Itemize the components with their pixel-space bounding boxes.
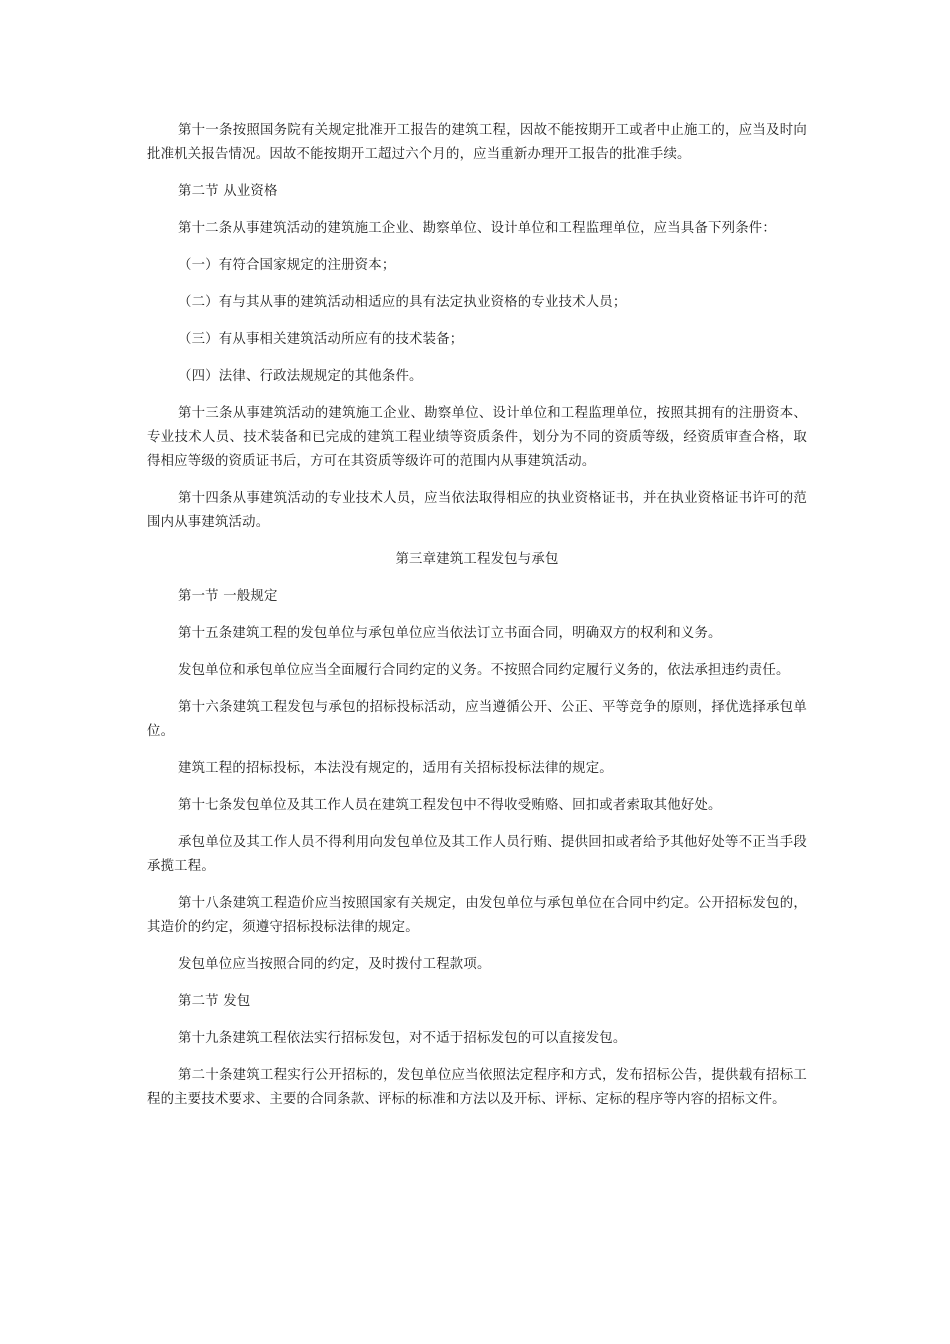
article-19: 第十九条建筑工程依法实行招标发包，对不适于招标发包的可以直接发包。 — [178, 1031, 627, 1046]
article-16: 第十六条建筑工程发包与承包的招标投标活动，应当遵循公开、公正、平等竞争的原则，择优选择承包单位。 — [147, 700, 807, 739]
article-17-para-2: 承包单位及其工作人员不得利用向发包单位及其工作人员行贿、提供回扣或者给予其他好处等不正当手段承揽工程。 — [147, 835, 807, 874]
article-17: 第十七条发包单位及其工作人员在建筑工程发包中不得收受贿赂、回扣或者索取其他好处。 — [178, 798, 722, 813]
article-15-para-2: 发包单位和承包单位应当全面履行合同约定的义务。不按照合同约定履行义务的，依法承担违约责任。 — [178, 663, 790, 678]
document-body — [147, 119, 807, 1125]
section-heading-general-provisions: 第一节 一般规定 — [178, 589, 278, 604]
article-18: 第十八条建筑工程造价应当按照国家有关规定，由发包单位与承包单位在合同中约定。公开招标发包的，其造价的约定，须遵守招标投标法律的规定。 — [147, 896, 807, 935]
section-heading-qualifications: 第二节 从业资格 — [178, 184, 278, 199]
article-12: 第十二条从事建筑活动的建筑施工企业、勘察单位、设计单位和工程监理单位，应当具备下列条件： — [178, 221, 776, 236]
section-heading-contracting: 第二节 发包 — [178, 994, 251, 1009]
article-15: 第十五条建筑工程的发包单位与承包单位应当依法订立书面合同，明确双方的权利和义务。 — [178, 626, 722, 641]
article-18-para-2: 发包单位应当按照合同的约定，及时拨付工程款项。 — [178, 957, 491, 972]
article-12-item-3: （三）有从事相关建筑活动所应有的技术装备； — [178, 332, 464, 347]
article-16-para-2: 建筑工程的招标投标，本法没有规定的，适用有关招标投标法律的规定。 — [178, 761, 613, 776]
article-11: 第十一条按照国务院有关规定批准开工报告的建筑工程，因故不能按期开工或者中止施工的，应当及时向批准机关报告情况。因故不能按期开工超过六个月的，应当重新办理开工报告的批准手续。 — [147, 123, 807, 162]
article-12-item-4: （四）法律、行政法规规定的其他条件。 — [178, 369, 423, 384]
article-12-item-2: （二）有与其从事的建筑活动相适应的具有法定执业资格的专业技术人员； — [178, 295, 627, 310]
article-13: 第十三条从事建筑活动的建筑施工企业、勘察单位、设计单位和工程监理单位，按照其拥有的注册资本、专业技术人员、技术装备和已完成的建筑工程业绩等资质条件，划分为不同的资质等级，经资质审查合格，取得相应等级的资质证书后，方可在其资质等级许可的范围内从事建筑活动。 — [147, 406, 807, 469]
article-14: 第十四条从事建筑活动的专业技术人员，应当依法取得相应的执业资格证书，并在执业资格证书许可的范围内从事建筑活动。 — [147, 491, 807, 530]
article-12-item-1: （一）有符合国家规定的注册资本； — [178, 258, 396, 273]
chapter-3-heading: 第三章建筑工程发包与承包 — [395, 552, 559, 567]
article-20: 第二十条建筑工程实行公开招标的，发包单位应当依照法定程序和方式，发布招标公告，提供载有招标工程的主要技术要求、主要的合同条款、评标的标准和方法以及开标、评标、定标的程序等内容的招标文件。 — [147, 1068, 807, 1107]
